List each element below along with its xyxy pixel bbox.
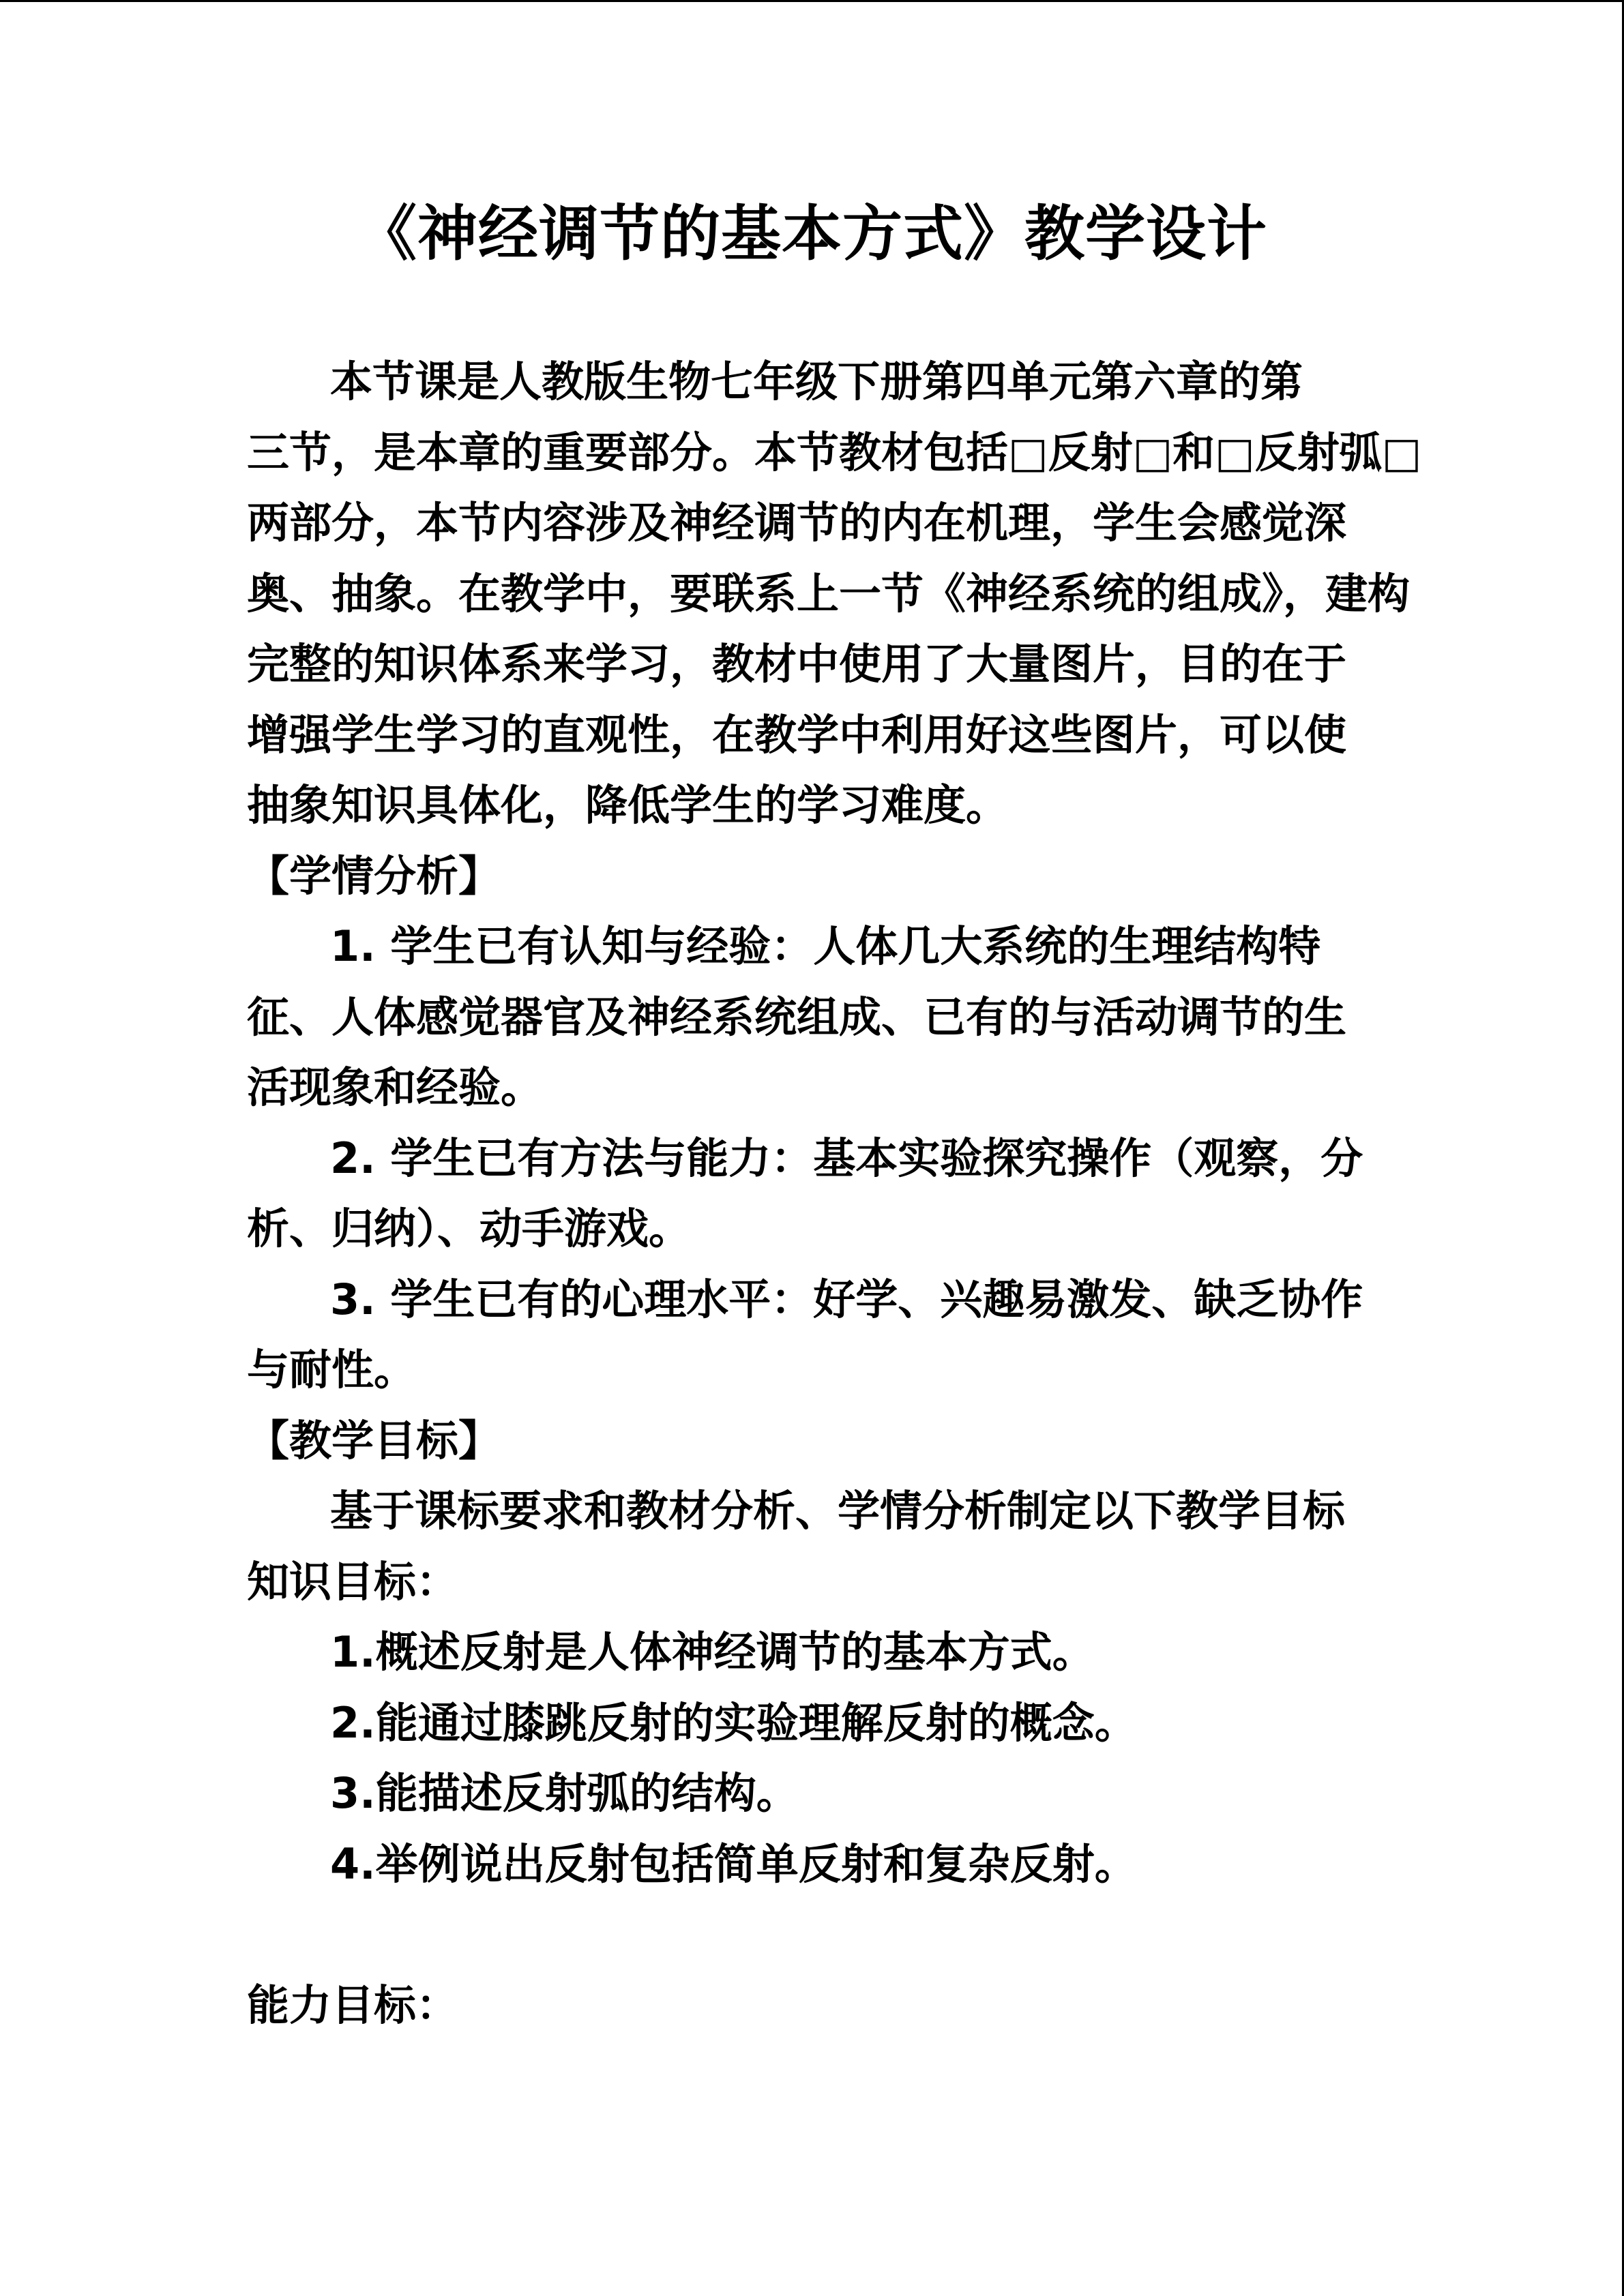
- learning-item-3: 3. 学生已有的心理水平：好学、兴趣易激发、缺乏协作: [330, 1274, 1363, 1324]
- intro-line: 两部分，本节内容涉及神经调节的内在机理，学生会感觉深: [247, 498, 1347, 548]
- intro-line: 本节课是人教版生物七年级下册第四单元第六章的第: [330, 357, 1303, 406]
- learning-item-2: 析、归纳）、动手游戏。: [247, 1204, 692, 1253]
- document-title: 《神经调节的基本方式》教学设计: [356, 198, 1267, 269]
- section-heading-goals: 【教学目标】: [247, 1415, 501, 1465]
- section-heading-learning: 【学情分析】: [247, 850, 501, 901]
- knowledge-goal-item: 2.能通过膝跳反射的实验理解反射的概念。: [330, 1697, 1137, 1748]
- intro-line: 三节，是本章的重要部分。本节教材包括□反射□和□反射弧□: [247, 427, 1422, 477]
- learning-item-2: 2. 学生已有方法与能力：基本实验探究操作（观察，分: [330, 1133, 1363, 1183]
- intro-line: 完整的知识体系来学习，教材中使用了大量图片，目的在于: [247, 639, 1347, 689]
- learning-item-3: 与耐性。: [247, 1345, 417, 1395]
- knowledge-goals-heading: 知识目标：: [247, 1556, 459, 1607]
- intro-line: 增强学生学习的直观性，在教学中利用好这些图片，可以使: [247, 709, 1347, 760]
- blank-line: [247, 1899, 1379, 1970]
- page-border-top: [0, 0, 1624, 2]
- intro-line: 奥、抽象。在教学中，要联系上一节《神经系统的组成》，建构: [247, 568, 1411, 618]
- knowledge-goal-item: 1.概述反射是人体神经调节的基本方式。: [330, 1627, 1095, 1677]
- intro-line: 抽象知识具体化，降低学生的学习难度。: [247, 780, 1009, 830]
- ability-goals-heading: 能力目标：: [247, 1980, 459, 2030]
- document-body: [247, 346, 1422, 2040]
- goals-intro: 基于课标要求和教材分析、学情分析制定以下教学目标: [330, 1486, 1346, 1536]
- knowledge-goal-item: 4.举例说出反射包括简单反射和复杂反射。: [330, 1838, 1137, 1889]
- learning-item-1: 1. 学生已有认知与经验：人体几大系统的生理结构特: [330, 921, 1321, 971]
- learning-item-1: 征、人体感觉器官及神经系统组成、已有的与活动调节的生: [247, 992, 1347, 1042]
- learning-item-1: 活现象和经验。: [247, 1062, 544, 1112]
- knowledge-goal-item: 3.能描述反射弧的结构。: [330, 1768, 799, 1818]
